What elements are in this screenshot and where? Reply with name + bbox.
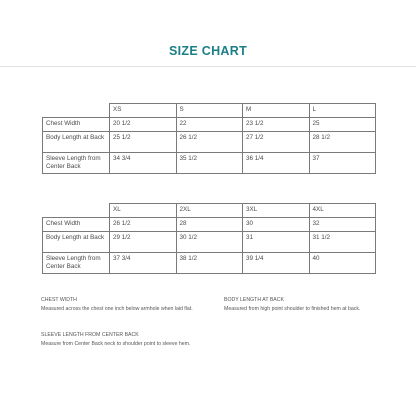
size-label: 4XL [309,204,376,218]
cell-value: 40 [309,253,376,274]
size-label: 3XL [243,204,310,218]
cell-value: 28 [176,218,243,232]
size-label: 2XL [176,204,243,218]
cell-value: 39 1/4 [243,253,310,274]
cell-value: 29 1/2 [110,232,177,253]
table-row [43,132,376,153]
cell-value: 26 1/2 [176,132,243,153]
table-row [43,253,376,274]
size-label: XL [110,204,177,218]
row-label: Sleeve Length from Center Back [43,253,110,274]
chest-width-note [41,297,221,312]
cell-value: 20 1/2 [110,118,177,132]
note-text: Measured from high point shoulder to finished hem at back. [224,306,361,313]
cell-value: 28 1/2 [309,132,376,153]
row-label: Chest Width [43,118,110,132]
corner-cell [43,204,110,218]
header-divider [0,66,416,67]
size-label: S [176,104,243,118]
table-row [43,153,376,174]
cell-value: 25 1/2 [110,132,177,153]
cell-value: 30 [243,218,310,232]
cell-value: 22 [176,118,243,132]
cell-value: 38 1/2 [176,253,243,274]
cell-value: 26 1/2 [110,218,177,232]
row-label: Chest Width [43,218,110,232]
table-row [43,218,376,232]
note-text: Measured across the chest one inch below armhole when laid flat. [41,306,193,313]
corner-cell [43,104,110,118]
note-text: Measure from Center Back neck to shoulder point to sleeve hem. [41,341,191,348]
size-table-large [42,203,376,274]
cell-value: 31 [243,232,310,253]
cell-value: 25 [309,118,376,132]
table-row [43,232,376,253]
cell-value: 27 1/2 [243,132,310,153]
size-label: XS [110,104,177,118]
cell-value: 36 1/4 [243,153,310,174]
size-label: L [309,104,376,118]
note-heading: BODY LENGTH AT BACK [224,297,284,303]
sleeve-length-note [41,332,241,347]
page-title: SIZE CHART [169,44,247,58]
cell-value: 37 [309,153,376,174]
row-label: Body Length at Back [43,232,110,253]
cell-value: 32 [309,218,376,232]
size-header-row [43,204,376,218]
cell-value: 23 1/2 [243,118,310,132]
size-table-small [42,103,376,174]
note-heading: CHEST WIDTH [41,297,77,303]
row-label: Body Length at Back [43,132,110,153]
cell-value: 37 3/4 [110,253,177,274]
cell-value: 34 3/4 [110,153,177,174]
size-label: M [243,104,310,118]
table-row [43,118,376,132]
note-heading: SLEEVE LENGTH FROM CENTER BACK [41,332,139,338]
cell-value: 30 1/2 [176,232,243,253]
row-label: Sleeve Length from Center Back [43,153,110,174]
size-header-row [43,104,376,118]
body-length-note [224,297,394,312]
cell-value: 35 1/2 [176,153,243,174]
cell-value: 31 1/2 [309,232,376,253]
